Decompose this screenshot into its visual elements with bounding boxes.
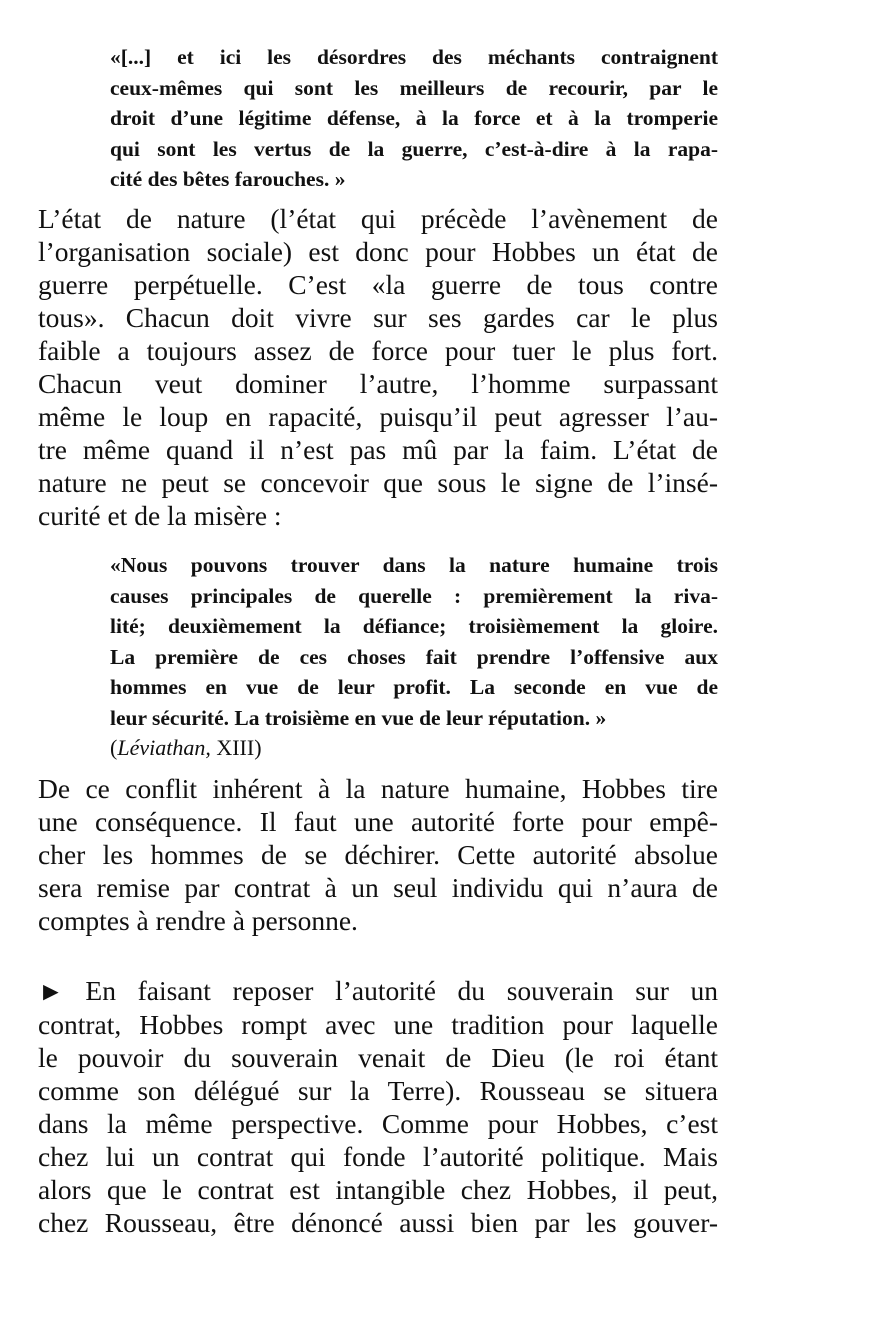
text-line: tous». Chacun doit vivre sur ses gardes car le plus: [38, 302, 718, 333]
block-quote-leviathan: [110, 550, 718, 764]
quote-line: La première de ces choses fait prendre l’offensive aux: [110, 644, 718, 669]
quote-line: «Nous pouvons trouver dans la nature humaine trois: [110, 553, 718, 577]
text-line: comme son délégué sur la Terre). Rousseau se situera: [38, 1075, 718, 1106]
quote-line: droit d’une légitime défense, à la force et à la tromperie: [110, 106, 718, 130]
text-line: dans la même perspective. Comme pour Hobbes, c’est: [38, 1108, 718, 1139]
paragraph-consequence: [38, 772, 718, 937]
quote-line: leur sécurité. La troisième en vue de leur réputation. »: [110, 705, 607, 730]
text-line: curité et de la misère :: [38, 500, 282, 531]
paragraph-contract-note: [38, 974, 718, 1239]
text-line: même le loup en rapacité, puisqu’il peut agresser l’au-: [38, 401, 718, 432]
text-line: guerre perpétuelle. C’est «la guerre de tous contre: [38, 269, 718, 300]
quote-line: «[...] et ici les désordres des méchants contraignent: [110, 45, 718, 69]
text-line: chez lui un contrat qui fonde l’autorité politique. Mais: [38, 1141, 718, 1172]
quote-line: hommes en vue de leur profit. La seconde en vue de: [110, 675, 718, 699]
text-line: nature ne peut se concevoir que sous le signe de l’insé-: [38, 467, 718, 498]
text-line: l’organisation sociale) est donc pour Hobbes un état de: [38, 236, 718, 267]
text-line: [38, 974, 718, 1008]
text-line: cher les hommes de se déchirer. Cette autorité absolue: [38, 839, 718, 870]
text-line: Chacun veut dominer l’autre, l’homme surpassant: [38, 368, 718, 399]
text-line: De ce conflit inhérent à la nature humaine, Hobbes tire: [38, 773, 718, 804]
quote-source: (Léviathan, XIII): [110, 735, 262, 760]
text-line: comptes à rendre à personne.: [38, 905, 358, 936]
source-chapter: XIII: [216, 735, 255, 760]
text-line: le pouvoir du souverain venait de Dieu (le roi étant: [38, 1042, 718, 1073]
quote-line: qui sont les vertus de la guerre, c’est-à-dire à la rapa-: [110, 136, 718, 161]
block-quote-hobbes-war: [110, 42, 718, 195]
text-line: L’état de nature (l’état qui précède l’avènement de: [38, 203, 718, 234]
text-line: alors que le contrat est intangible chez Hobbes, il peut,: [38, 1174, 718, 1205]
text-line: faible a toujours assez de force pour tuer le plus fort.: [38, 335, 718, 366]
text-line: chez Rousseau, être dénoncé aussi bien par les gouver-: [38, 1207, 718, 1238]
triangle-arrow-icon: ►: [38, 977, 64, 1006]
quote-line: ceux-mêmes qui sont les meilleurs de recourir, par le: [110, 75, 718, 100]
paragraph-state-of-nature: [38, 202, 718, 532]
quote-line: cité des bêtes farouches. »: [110, 167, 346, 191]
text-line: une conséquence. Il faut une autorité forte pour empê-: [38, 806, 718, 837]
text-line-content: En faisant reposer l’autorité du souverain sur un: [85, 975, 719, 1006]
quote-line: lité; deuxièmement la défiance; troisièmement la gloire.: [110, 614, 718, 638]
text-line: contrat, Hobbes rompt avec une tradition pour laquelle: [38, 1009, 718, 1040]
source-title: Léviathan,: [117, 735, 211, 760]
quote-line: causes principales de querelle : premièrement la riva-: [110, 583, 718, 608]
text-line: tre même quand il n’est pas mû par la faim. L’état de: [38, 434, 718, 465]
text-line: sera remise par contrat à un seul individu qui n’aura de: [38, 872, 718, 903]
